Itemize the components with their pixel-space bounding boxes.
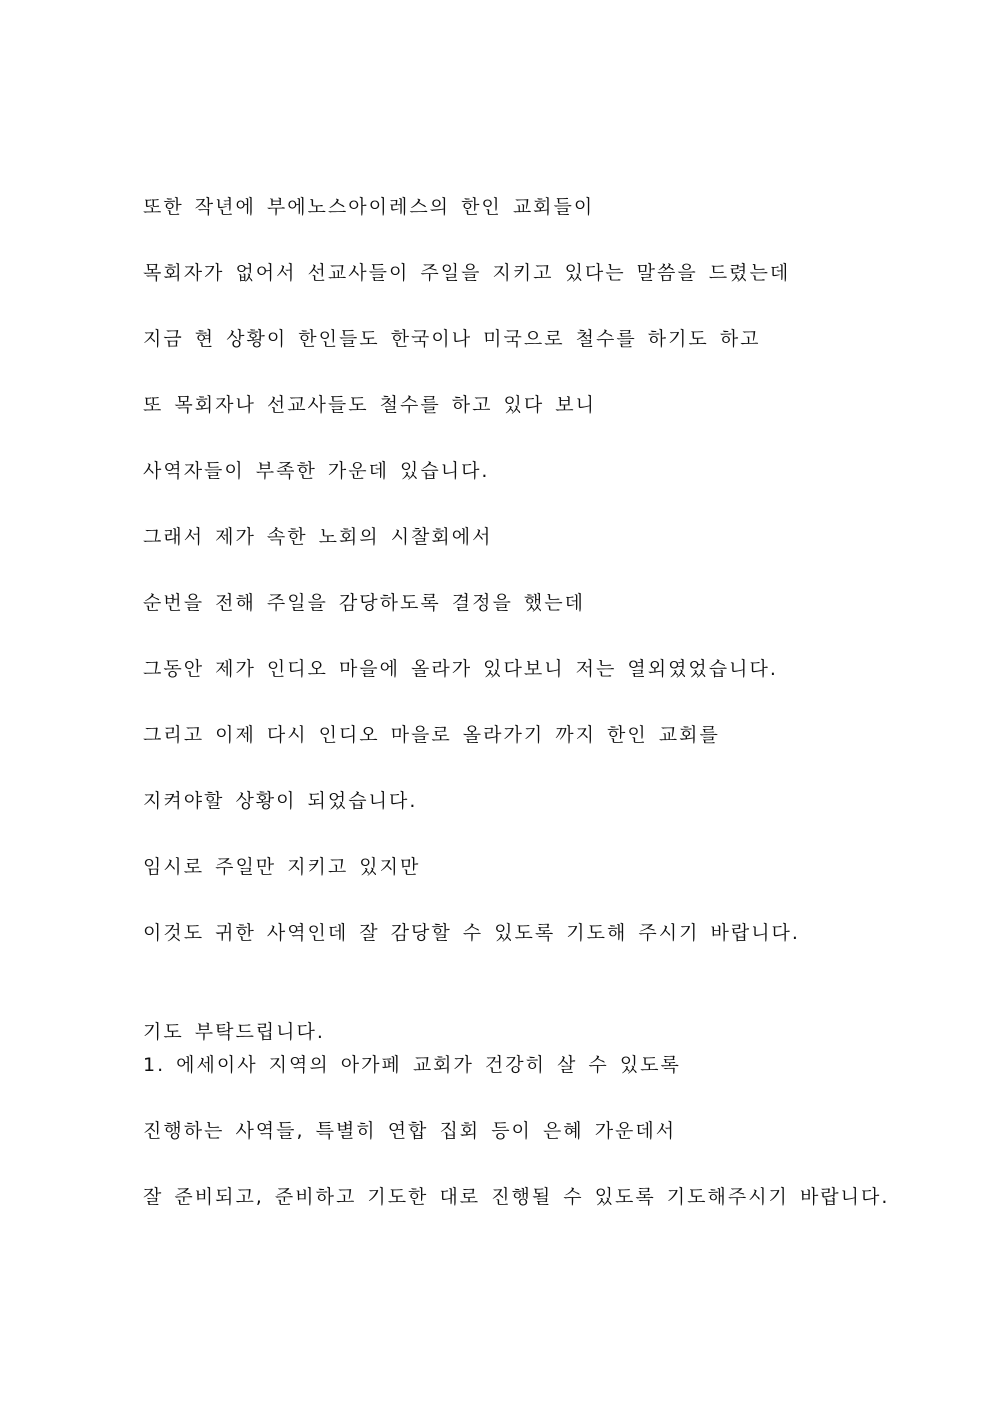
text-line: 목회자가 없어서 선교사들이 주일을 지키고 있다는 말씀을 드렸는데 [143,262,791,284]
prayer-item: 진행하는 사역들, 특별히 연합 집회 등이 은혜 가운데서 [143,1120,677,1142]
text-line: 지금 현 상황이 한인들도 한국이나 미국으로 철수를 하기도 하고 [143,328,761,350]
text-line: 또 목회자나 선교사들도 철수를 하고 있다 보니 [143,394,596,416]
text-line: 지켜야할 상황이 되었습니다. [143,790,418,812]
text-line: 그래서 제가 속한 노회의 시찰회에서 [143,526,493,548]
prayer-item: 잘 준비되고, 준비하고 기도한 대로 진행될 수 있도록 기도해주시기 바랍니다. [143,1186,890,1208]
text-line: 순번을 전해 주일을 감당하도록 결정을 했는데 [143,592,585,614]
text-line: 사역자들이 부족한 가운데 있습니다. [143,460,490,482]
text-line: 그리고 이제 다시 인디오 마을로 올라가기 까지 한인 교회를 [143,724,720,746]
prayer-heading: 기도 부탁드립니다. [143,1021,325,1043]
text-line: 그동안 제가 인디오 마을에 올라가 있다보니 저는 열외였었습니다. [143,658,778,680]
text-line: 임시로 주일만 지키고 있지만 [143,856,421,878]
text-line: 이것도 귀한 사역인데 잘 감당할 수 있도록 기도해 주시기 바랍니다. [143,922,800,944]
prayer-item: 1. 에세이사 지역의 아가페 교회가 건강히 살 수 있도록 [143,1054,681,1076]
text-line: 또한 작년에 부에노스아이레스의 한인 교회들이 [143,196,595,218]
